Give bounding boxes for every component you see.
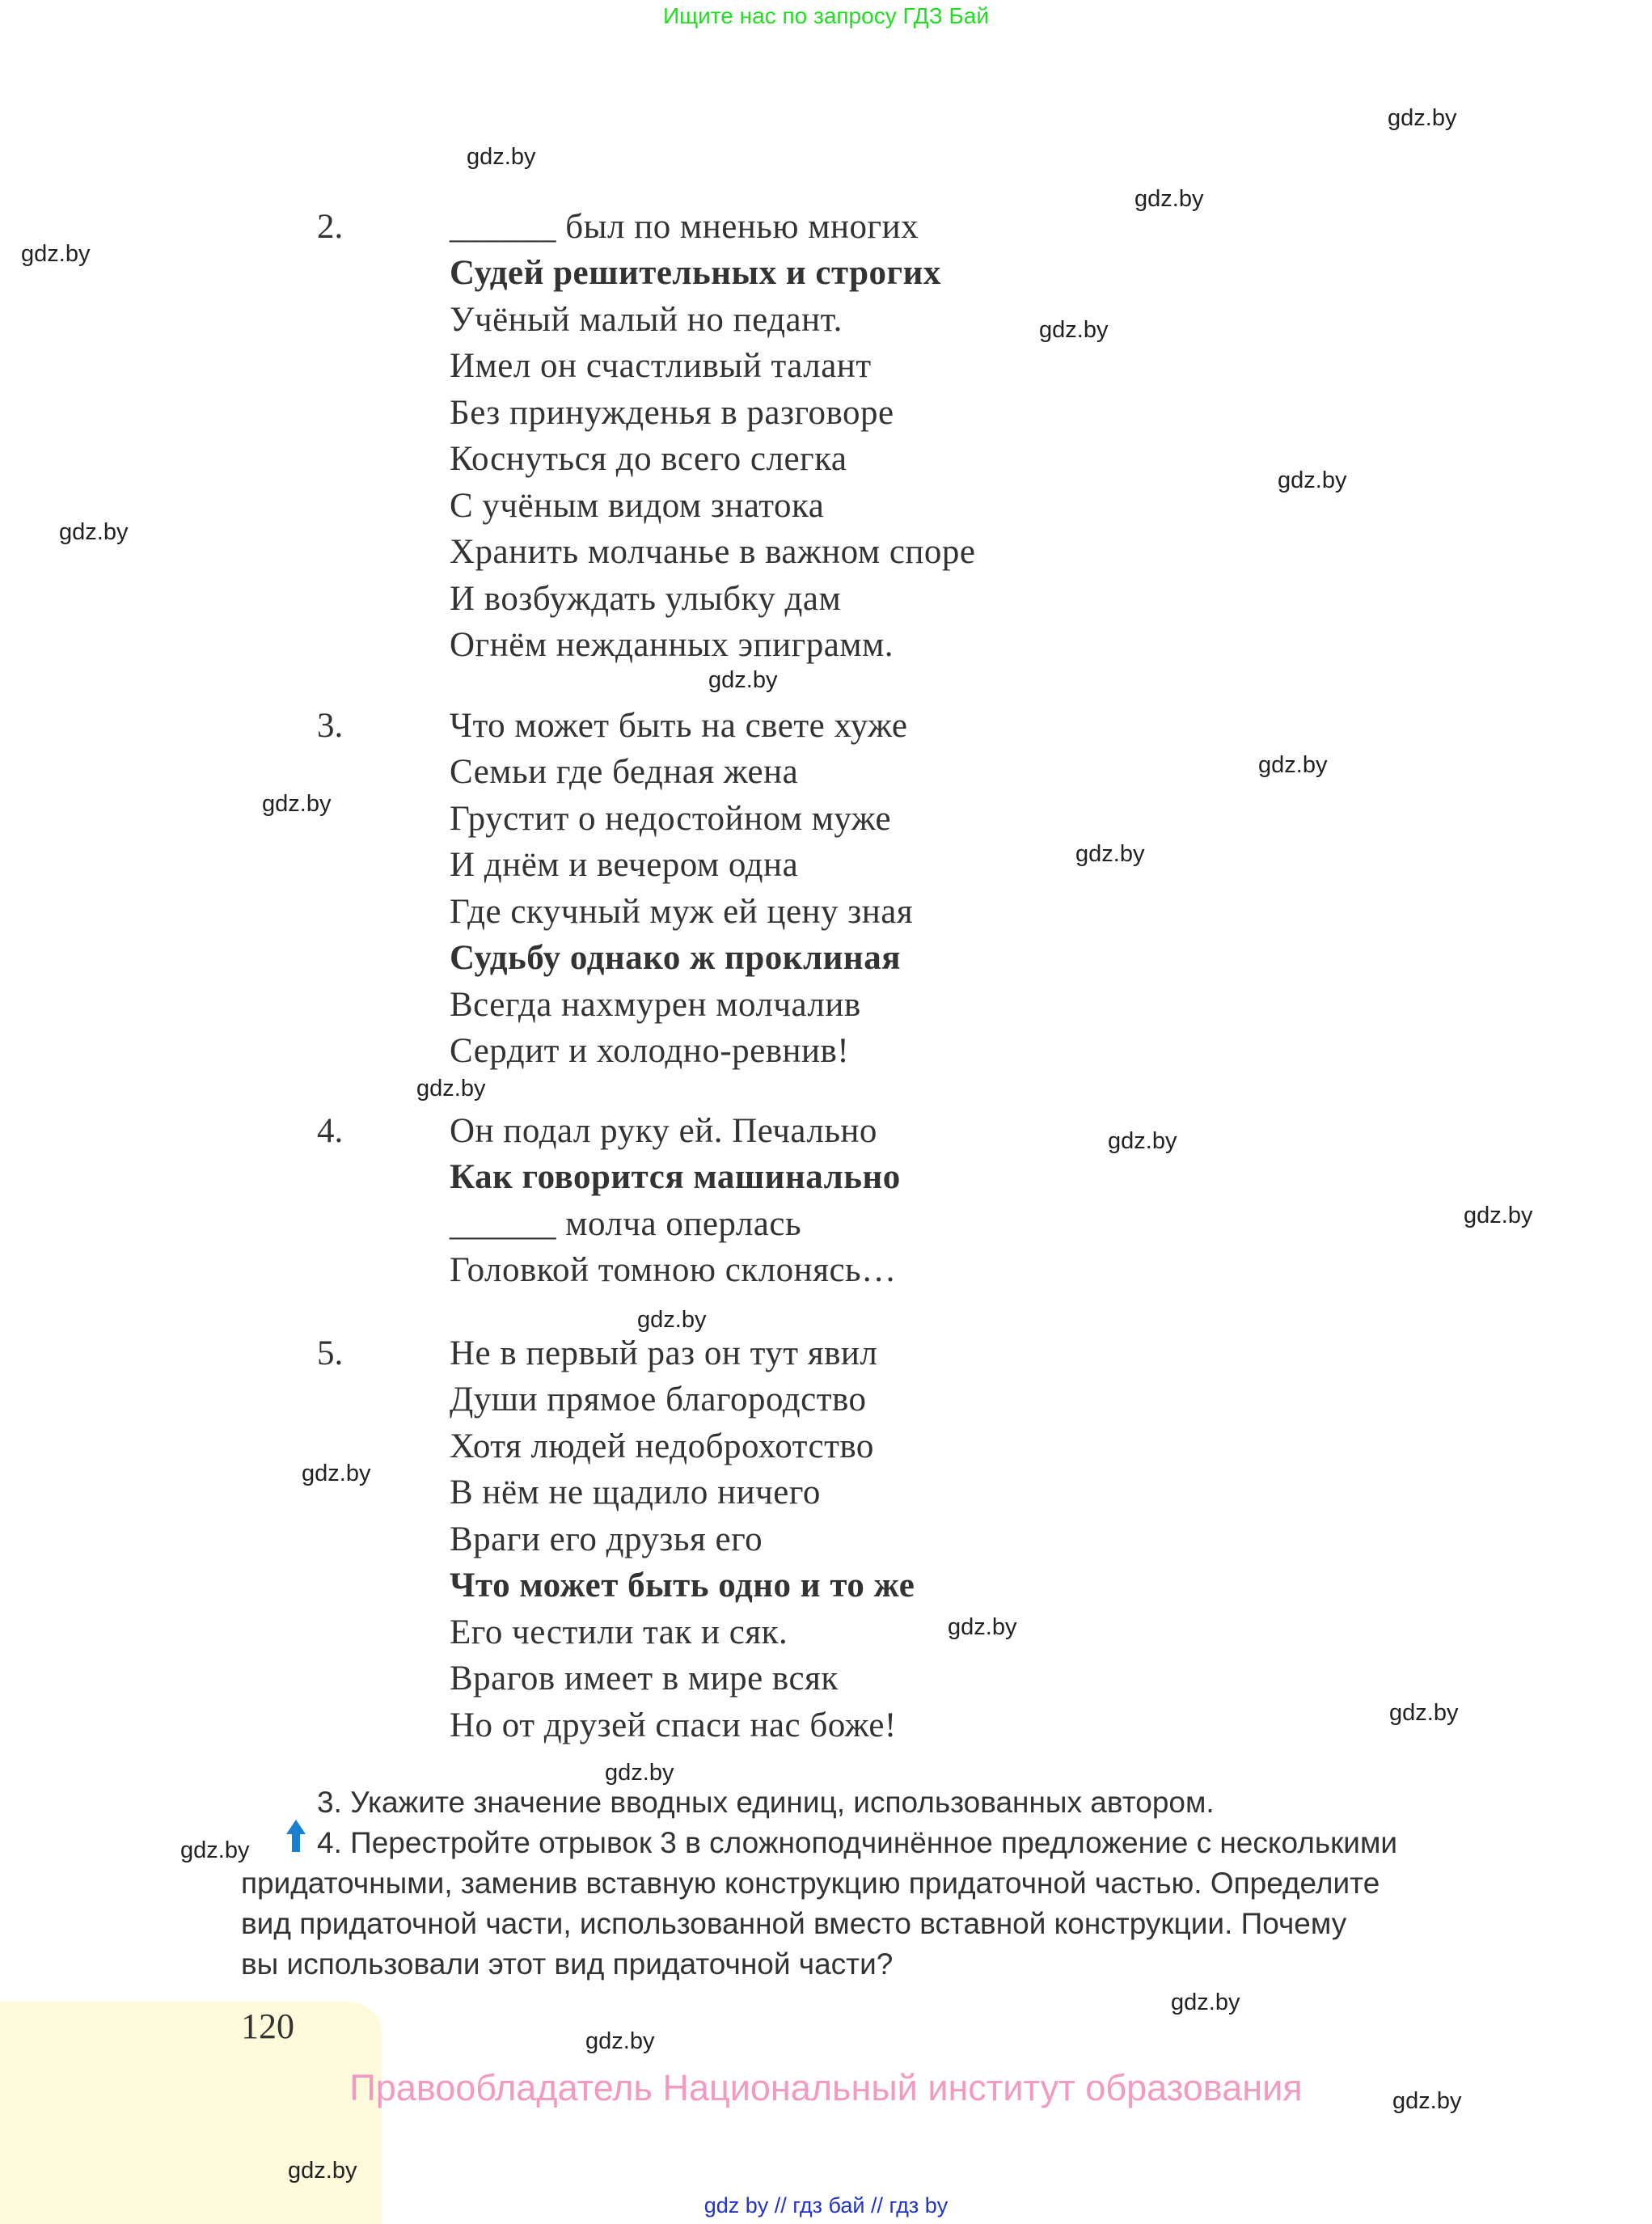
poem-line: Всегда нахмурен молчалив — [450, 986, 861, 1024]
poem-line: ______ был по мненью многих — [450, 208, 919, 246]
copyright-notice: Правообладатель Национальный институт образования — [349, 2067, 1303, 2108]
poem-line: Огнём нежданных эпиграмм. — [450, 626, 894, 664]
watermark: gdz.by — [302, 1461, 371, 1486]
watermark: gdz.by — [1464, 1203, 1533, 1228]
poem-line: Хранить молчанье в важном споре — [450, 533, 976, 571]
watermark: gdz.by — [1389, 1700, 1459, 1726]
poem-number: 3. — [317, 707, 344, 745]
watermark: gdz.by — [180, 1837, 250, 1863]
top-banner: Ищите нас по запросу ГДЗ Бай — [662, 3, 990, 28]
poem-line: Не в первый раз он тут явил — [450, 1334, 878, 1372]
poem-line: Головкой томною склонясь… — [450, 1251, 897, 1289]
watermark: gdz.by — [1134, 186, 1204, 212]
watermark: gdz.by — [1392, 2088, 1462, 2114]
watermark: gdz.by — [708, 667, 778, 693]
poem-line: Он подал руку ей. Печально — [450, 1112, 877, 1150]
watermark: gdz.by — [262, 791, 332, 817]
poem-line: Врагов имеет в мире всяк — [450, 1660, 839, 1698]
page-number: 120 — [241, 2006, 294, 2046]
watermark: gdz.by — [1171, 1989, 1240, 2015]
watermark: gdz.by — [1388, 105, 1457, 131]
arrow-up-icon — [285, 1818, 307, 1854]
poem-line: И днём и вечером одна — [450, 846, 799, 884]
poem-line: Учёный малый но педант. — [450, 301, 843, 339]
poem-line: И возбуждать улыбку дам — [450, 580, 842, 618]
task-4-line: вид придаточной части, использованной вместо вставной конструкции. Почему — [241, 1907, 1347, 1940]
watermark: gdz.by — [637, 1307, 707, 1333]
poem-line: В нём не щадило ничего — [450, 1474, 821, 1512]
poem-number: 4. — [317, 1112, 344, 1150]
watermark: gdz.by — [1108, 1128, 1177, 1154]
watermark: gdz.by — [585, 2028, 655, 2054]
poem-line: Судей решительных и строгих — [450, 254, 941, 292]
watermark: gdz.by — [416, 1076, 486, 1101]
poem-line: Его честили так и сяк. — [450, 1613, 788, 1651]
watermark: gdz.by — [1039, 317, 1109, 343]
poem-line: Души прямое благородство — [450, 1380, 867, 1419]
poem-line: Но от друзей спаси нас боже! — [450, 1706, 897, 1744]
poem-line: Враги его друзья его — [450, 1520, 763, 1558]
poem-line: Как говорится машинально — [450, 1158, 901, 1196]
watermark: gdz.by — [21, 241, 91, 267]
poem-line: Где скучный муж ей цену зная — [450, 893, 914, 931]
poem-line: С учёным видом знатока — [450, 487, 825, 525]
watermark: gdz.by — [467, 144, 536, 170]
poem-line: Имел он счастливый талант — [450, 347, 872, 385]
task-4-line: вы использовали этот вид придаточной части? — [241, 1947, 894, 1981]
poem-line: Коснуться до всего слегка — [450, 440, 847, 478]
poem-line: Семьи где бедная жена — [450, 753, 799, 791]
poem-number: 2. — [317, 208, 344, 246]
poem-line: Что может быть на свете хуже — [450, 707, 908, 745]
poem-line: Судьбу однако ж проклиная — [450, 939, 901, 977]
poem-line: Хотя людей недоброхотство — [450, 1427, 874, 1465]
page-corner — [0, 2002, 382, 2224]
watermark: gdz.by — [59, 519, 129, 545]
poem-line: Сердит и холодно-ревнив! — [450, 1032, 850, 1070]
poem-line: Грустит о недостойном муже — [450, 800, 892, 838]
watermark: gdz.by — [1075, 841, 1145, 867]
task-3: 3. Укажите значение вводных единиц, использованных автором. — [317, 1786, 1215, 1819]
footer-links: gdz by // гдз бай // гдз by — [703, 2193, 949, 2218]
poem-line: Что может быть одно и то же — [450, 1567, 915, 1605]
poem-number: 5. — [317, 1334, 344, 1372]
task-4-line: придаточными, заменив вставную конструкцию придаточной частью. Определите — [241, 1867, 1380, 1900]
watermark: gdz.by — [948, 1614, 1017, 1640]
poem-line: ______ молча оперлась — [450, 1205, 802, 1243]
watermark: gdz.by — [288, 2158, 357, 2184]
watermark: gdz.by — [1278, 467, 1347, 493]
watermark: gdz.by — [605, 1760, 674, 1786]
watermark: gdz.by — [1258, 752, 1328, 778]
poem-line: Без принужденья в разговоре — [450, 394, 894, 432]
task-4-line: 4. Перестройте отрывок 3 в сложноподчинённое предложение с несколькими — [317, 1826, 1398, 1859]
